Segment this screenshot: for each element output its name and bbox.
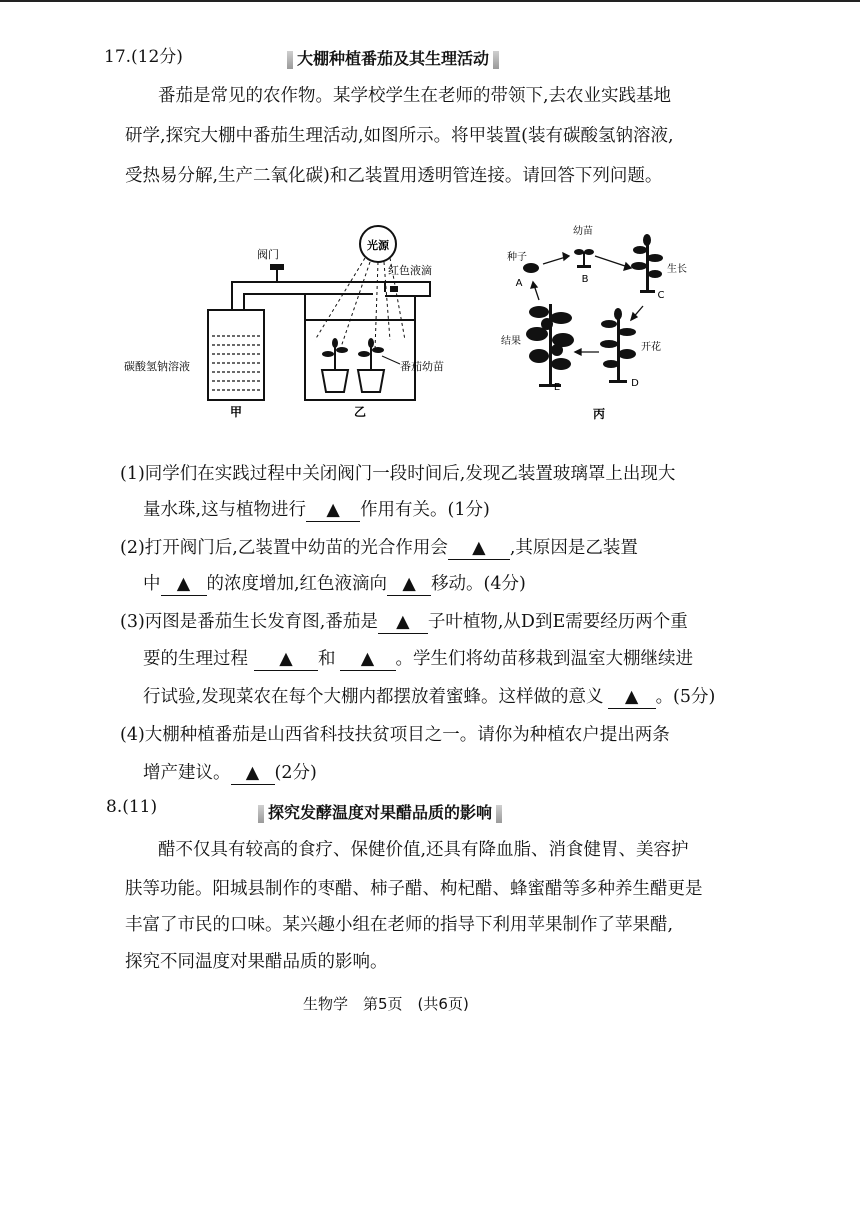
sub4-line-2: 增产建议。 ▲ (2分) bbox=[143, 763, 317, 783]
seed-label: 种子 bbox=[507, 252, 527, 263]
question-17-number: 17.(12分) bbox=[104, 47, 183, 67]
page-footer: 生物学 第5页 (共6页) bbox=[303, 995, 469, 1013]
cycle-plants bbox=[523, 234, 663, 387]
q17-intro-line-1: 番茄是常见的农作物。某学校学生在老师的带领下,去农业实践基地 bbox=[158, 86, 672, 106]
sub1-line-1: (1)同学们在实践过程中关闭阀门一段时间后,发现乙装置玻璃罩上出现大 bbox=[120, 464, 676, 484]
grow-label: 生长 bbox=[667, 264, 687, 275]
sub2-line-2: 中 ▲ 的浓度增加,红色液滴向 ▲ 移动。(4分) bbox=[143, 574, 526, 594]
sub3-line-3: 行试验,发现菜农在每个大棚内都摆放着蜜蜂。这样做的意义 ▲ 。(5分) bbox=[143, 687, 716, 707]
question-17-title-box bbox=[283, 46, 503, 69]
sub3-line-1: (3)丙图是番茄生长发育图,番茄是 ▲ 子叶植物,从D到E需要经历两个重 bbox=[120, 612, 688, 632]
q17-intro-line-3: 受热易分解,生产二氧化碳)和乙装置用透明管连接。请回答下列问题。 bbox=[125, 166, 663, 186]
question-18-number: 8.(11) bbox=[106, 797, 158, 817]
label-A: A bbox=[515, 278, 523, 289]
light-label: 光源 bbox=[367, 239, 389, 252]
q18-intro-line-2: 肤等功能。阳城县制作的枣醋、柿子醋、枸杞醋、蜂蜜醋等多种养生醋更是 bbox=[125, 879, 703, 899]
label-D: D bbox=[631, 378, 639, 389]
answer-blank[interactable]: ▲ bbox=[387, 573, 431, 596]
label-B: B bbox=[581, 274, 589, 285]
answer-blank[interactable]: ▲ bbox=[340, 648, 396, 671]
sub3-line-2: 要的生理过程 ▲ 和 ▲ 。学生们将幼苗移栽到温室大棚继续进 bbox=[143, 649, 693, 669]
red-drop bbox=[390, 286, 398, 292]
solution-label: 碳酸氢钠溶液 bbox=[124, 360, 190, 373]
valve-icon bbox=[270, 264, 284, 270]
jia-bottle bbox=[208, 310, 264, 400]
apparatus-figure bbox=[120, 220, 460, 430]
top-border-line bbox=[0, 0, 860, 2]
pot-left bbox=[322, 370, 348, 392]
yi-label: 乙 bbox=[353, 405, 367, 419]
sub1-line-2: 量水珠,这与植物进行 ▲ 作用有关。(1分) bbox=[143, 500, 490, 520]
question-18-title-box bbox=[254, 800, 506, 823]
growth-cycle-figure bbox=[495, 220, 705, 425]
answer-blank[interactable]: ▲ bbox=[608, 686, 656, 709]
answer-blank[interactable]: ▲ bbox=[161, 573, 207, 596]
red-drop-label: 红色液滴 bbox=[388, 264, 432, 277]
pot-right bbox=[358, 370, 384, 392]
q18-intro-line-1: 醋不仅具有较高的食疗、保健价值,还具有降血脂、消食健胃、美容护 bbox=[158, 840, 689, 860]
yi-box bbox=[305, 320, 415, 400]
jia-label: 甲 bbox=[229, 405, 243, 419]
label-E: E bbox=[553, 382, 561, 393]
answer-blank[interactable]: ▲ bbox=[306, 499, 360, 522]
valve-label: 阀门 bbox=[257, 248, 279, 261]
cycle-arrows bbox=[531, 253, 643, 355]
answer-blank[interactable]: ▲ bbox=[254, 648, 318, 671]
answer-blank[interactable]: ▲ bbox=[448, 537, 510, 560]
answer-blank[interactable]: ▲ bbox=[378, 611, 428, 634]
question-18-title: 探究发酵温度对果醋品质的影响 bbox=[268, 803, 493, 822]
sub2-line-1: (2)打开阀门后,乙装置中幼苗的光合作用会 ▲ ,其原因是乙装置 bbox=[120, 538, 638, 558]
bloom-label: 开花 bbox=[641, 342, 661, 353]
solution-lines bbox=[212, 336, 260, 390]
sprout-label: 幼苗 bbox=[573, 226, 593, 237]
q17-intro-line-2: 研学,探究大棚中番茄生理活动,如图所示。将甲装置(装有碳酸氢钠溶液, bbox=[125, 126, 674, 146]
seedling-label: 番茄幼苗 bbox=[400, 360, 444, 373]
q18-intro-line-3: 丰富了市民的口味。某兴趣小组在老师的指导下利用苹果制作了苹果醋, bbox=[125, 915, 674, 935]
bing-label: 丙 bbox=[592, 407, 606, 421]
seed-icon bbox=[523, 263, 539, 273]
fruit-label: 结果 bbox=[501, 336, 521, 347]
q18-intro-line-4: 探究不同温度对果醋品质的影响。 bbox=[125, 952, 388, 972]
question-17-title: 大棚种植番茄及其生理活动 bbox=[297, 49, 490, 68]
label-C: C bbox=[657, 290, 665, 301]
seedling-icons bbox=[322, 338, 384, 370]
sub4-line-1: (4)大棚种植番茄是山西省科技扶贫项目之一。请你为种植农户提出两条 bbox=[120, 725, 670, 745]
answer-blank[interactable]: ▲ bbox=[231, 762, 275, 785]
